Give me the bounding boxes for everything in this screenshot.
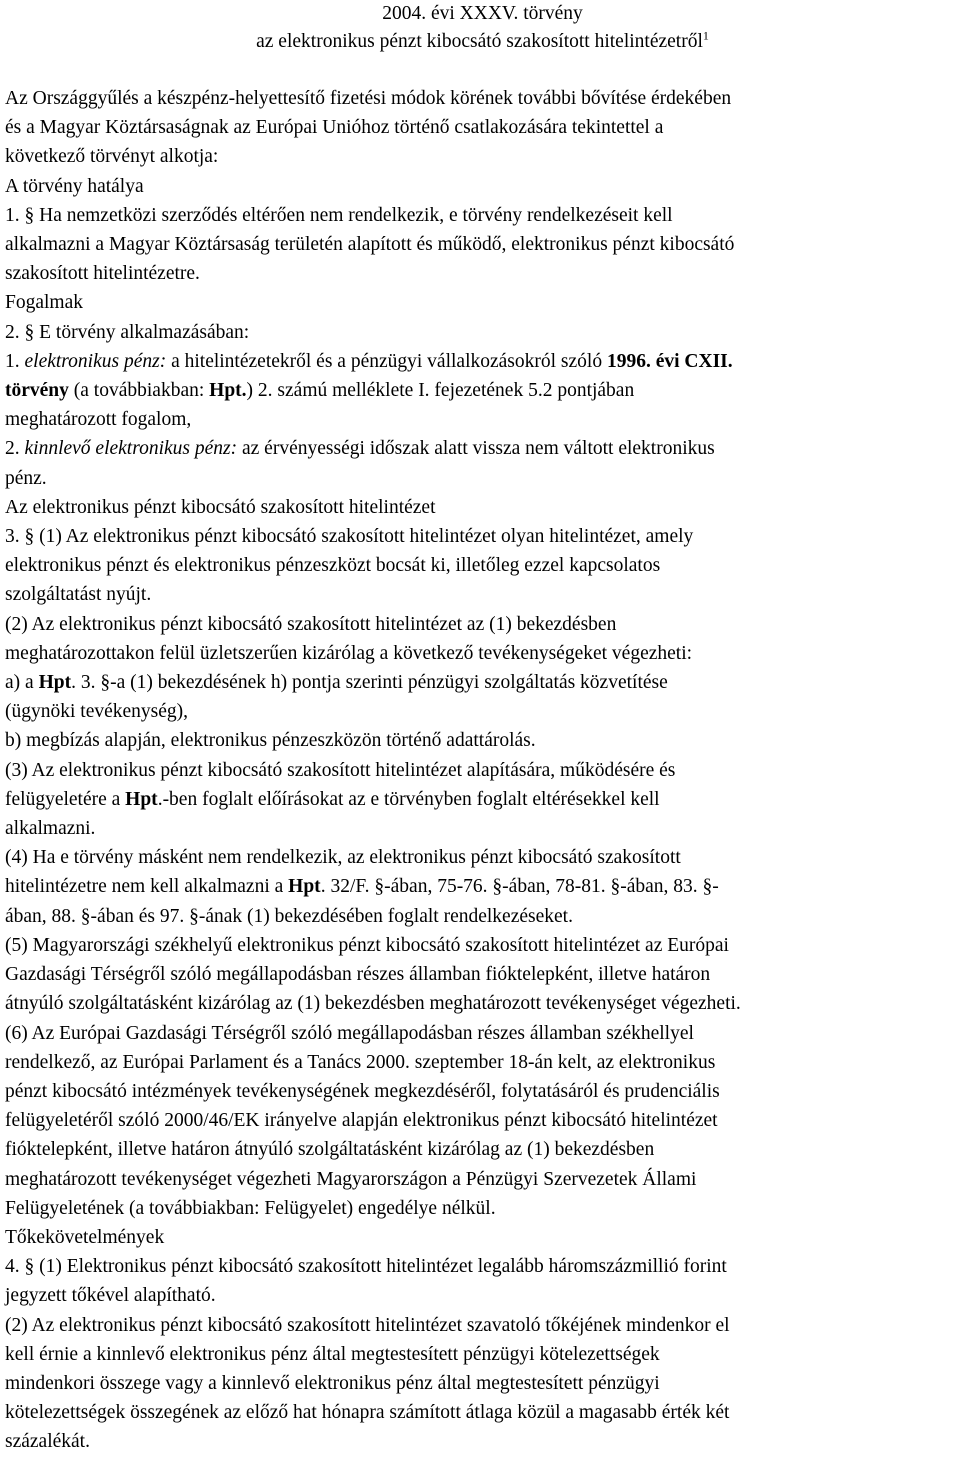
section-3-6-line: felügyeletéről szóló 2000/46/EK irányelve alapján elektronikus pénzt kibocsátó hitelintézet xyxy=(5,1110,718,1132)
section-3-1-line: 3. § (1) Az elektronikus pénzt kibocsátó szakosított hitelintézet olyan hitelintézet, amely xyxy=(5,526,694,548)
section-4-1-line: 4. § (1) Elektronikus pénzt kibocsátó szakosított hitelintézet legalább háromszázmillió forint xyxy=(5,1256,727,1278)
law-reference-cont[interactable]: törvény xyxy=(5,380,69,402)
section-3-6-line: pénzt kibocsátó intézmények tevékenységének megkezdéséről, folytatásáról és prudenciális xyxy=(5,1080,720,1102)
section-3-2-b: b) megbízás alapján, elektronikus pénzeszközön történő adattárolás. xyxy=(5,730,536,752)
section-3-6-line: meghatározott tevékenységet végezheti Magyarországon a Pénzügyi Szervezetek Állami xyxy=(5,1168,697,1190)
section-3-3-line xyxy=(5,785,960,814)
section-4-2-line: kell érnie a kinnlevő elektronikus pénz által megtestesített pénzügyi kötelezettségek xyxy=(5,1343,660,1365)
section-3-6-line: Felügyeletének (a továbbiakban: Felügyelet) engedélye nélkül. xyxy=(5,1197,496,1219)
law-subtitle xyxy=(5,28,960,56)
definition-1-end: meghatározott fogalom, xyxy=(5,409,192,431)
section-3-6-line: (6) Az Európai Gazdasági Térségről szóló megállapodásban részes államban székhellyel xyxy=(5,1022,694,1044)
definition-2 xyxy=(5,434,960,463)
definition-2-end: pénz. xyxy=(5,467,47,489)
document-body xyxy=(5,84,960,1457)
heading-fogalmak: Fogalmak xyxy=(5,292,83,314)
law-title: 2004. évi XXXV. törvény xyxy=(382,3,583,24)
def-text: (a továbbiakban: xyxy=(68,380,210,402)
section-3-2-line: (2) Az elektronikus pénzt kibocsátó szakosított hitelintézet az (1) bekezdésben xyxy=(5,613,617,635)
para-text: . 32/F. §-ában, 75-76. §-ában, 78-81. §-ában, 83. §- xyxy=(320,876,719,898)
section-3-5-line: átnyúló szolgáltatásként kizárólag az (1) bekezdésben meghatározott tevékenységet végezheti. xyxy=(5,993,741,1015)
def-text: a hitelintézetekről és a pénzügyi vállalkozásokról szóló xyxy=(166,350,607,372)
section-3-4-line: ában, 88. §-ában és 97. §-ának (1) bekezdésében foglalt rendelkezéseket. xyxy=(5,905,573,927)
hpt-reference[interactable]: Hpt xyxy=(38,672,72,694)
document-page xyxy=(5,0,960,1457)
definition-1 xyxy=(5,347,960,376)
section-4-2-line: mindenkori összege vagy a kinnlevő elektronikus pénz által megtestesített pénzügyi xyxy=(5,1372,660,1394)
section-3-5-line: (5) Magyarországi székhelyű elektronikus pénzt kibocsátó szakosított hitelintézet az Európai xyxy=(5,934,729,956)
def-term: kinnlevő elektronikus pénz: xyxy=(24,438,238,460)
section-3-3-line: (3) Az elektronikus pénzt kibocsátó szakosított hitelintézet alapítására, működésére és xyxy=(5,759,676,781)
def-number: 2. xyxy=(5,438,25,460)
section-2-intro: 2. § E törvény alkalmazásában: xyxy=(5,321,250,343)
footnote-ref[interactable]: 1 xyxy=(702,28,709,43)
section-4-1-line: jegyzett tőkével alapítható. xyxy=(5,1285,216,1307)
preamble-line: és a Magyar Köztársaságnak az Európai Unióhoz történő csatlakozására tekintettel a xyxy=(5,117,664,139)
def-text: az érvényességi időszak alatt vissza nem váltott elektronikus xyxy=(237,438,715,460)
section-3-4-line: (4) Ha e törvény másként nem rendelkezik, az elektronikus pénzt kibocsátó szakosított xyxy=(5,847,681,869)
definition-1-cont xyxy=(5,376,960,405)
section-3-1-line: elektronikus pénzt és elektronikus pénzeszközt bocsát ki, illetőleg ezzel kapcsolatos xyxy=(5,555,661,577)
section-3-2-a xyxy=(5,668,960,697)
para-text: hitelintézetre nem kell alkalmazni a xyxy=(5,876,289,898)
section-4-2-line: kötelezettségek összegének az előző hat hónapra számított átlaga közül a magasabb érték két xyxy=(5,1402,730,1424)
section-4-2-line: százalékát. xyxy=(5,1431,90,1453)
hpt-reference[interactable]: Hpt xyxy=(125,788,158,810)
section-3-6-line: rendelkező, az Európai Parlament és a Tanács 2000. szeptember 18-án kelt, az elektronikus xyxy=(5,1051,716,1073)
section-1-line: szakosított hitelintézetre. xyxy=(5,263,200,285)
hpt-reference[interactable]: Hpt xyxy=(288,876,321,898)
section-1-line: 1. § Ha nemzetközi szerződés eltérően nem rendelkezik, e törvény rendelkezéseit kell xyxy=(5,204,673,226)
section-3-2-a-end: (ügynöki tevékenység), xyxy=(5,701,189,723)
section-3-5-line: Gazdasági Térségről szóló megállapodásban részes államban fióktelepként, illetve határon xyxy=(5,964,711,986)
preamble-line: következő törvényt alkotja: xyxy=(5,146,219,168)
section-3-4-line xyxy=(5,872,960,901)
def-term: elektronikus pénz: xyxy=(24,350,167,372)
section-4-2-line: (2) Az elektronikus pénzt kibocsátó szakosított hitelintézet szavatoló tőkéjének mindenkor el xyxy=(5,1314,730,1336)
section-3-3-line: alkalmazni. xyxy=(5,818,96,840)
def-number: 1. xyxy=(5,350,25,372)
section-3-2-line: meghatározottakon felül üzletszerűen kizárólag a következő tevékenységeket végezheti: xyxy=(5,642,693,664)
para-text: .-ben foglalt előírásokat az e törvényben foglalt eltérésekkel kell xyxy=(157,788,660,810)
item-text: a) a xyxy=(5,672,39,694)
heading-tokekovetelmenyek: Tőkekövetelmények xyxy=(5,1226,165,1248)
def-text: ) 2. számú melléklete I. fejezetének 5.2 pontjában xyxy=(246,380,635,402)
para-text: felügyeletére a xyxy=(5,788,126,810)
law-subtitle-text: az elektronikus pénzt kibocsátó szakosított hitelintézetről xyxy=(256,31,703,52)
hpt-reference[interactable]: Hpt. xyxy=(209,380,247,402)
section-1-line: alkalmazni a Magyar Köztársaság területén alapított és működő, elektronikus pénzt kibocsátó xyxy=(5,234,735,256)
item-text: . 3. §-a (1) bekezdésének h) pontja szerinti pénzügyi szolgáltatás közvetítése xyxy=(71,672,668,694)
heading-intezet: Az elektronikus pénzt kibocsátó szakosított hitelintézet xyxy=(5,496,436,518)
section-3-1-line: szolgáltatást nyújt. xyxy=(5,584,152,606)
heading-hatalya: A törvény hatálya xyxy=(5,175,144,197)
preamble-line: Az Országgyűlés a készpénz-helyettesítő fizetési módok körének további bővítése érdekében xyxy=(5,88,732,109)
section-3-6-line: fióktelepként, illetve határon átnyúló szolgáltatásként kizárólag az (1) bekezdésben xyxy=(5,1139,655,1161)
law-reference[interactable]: 1996. évi CXII. xyxy=(606,350,733,372)
